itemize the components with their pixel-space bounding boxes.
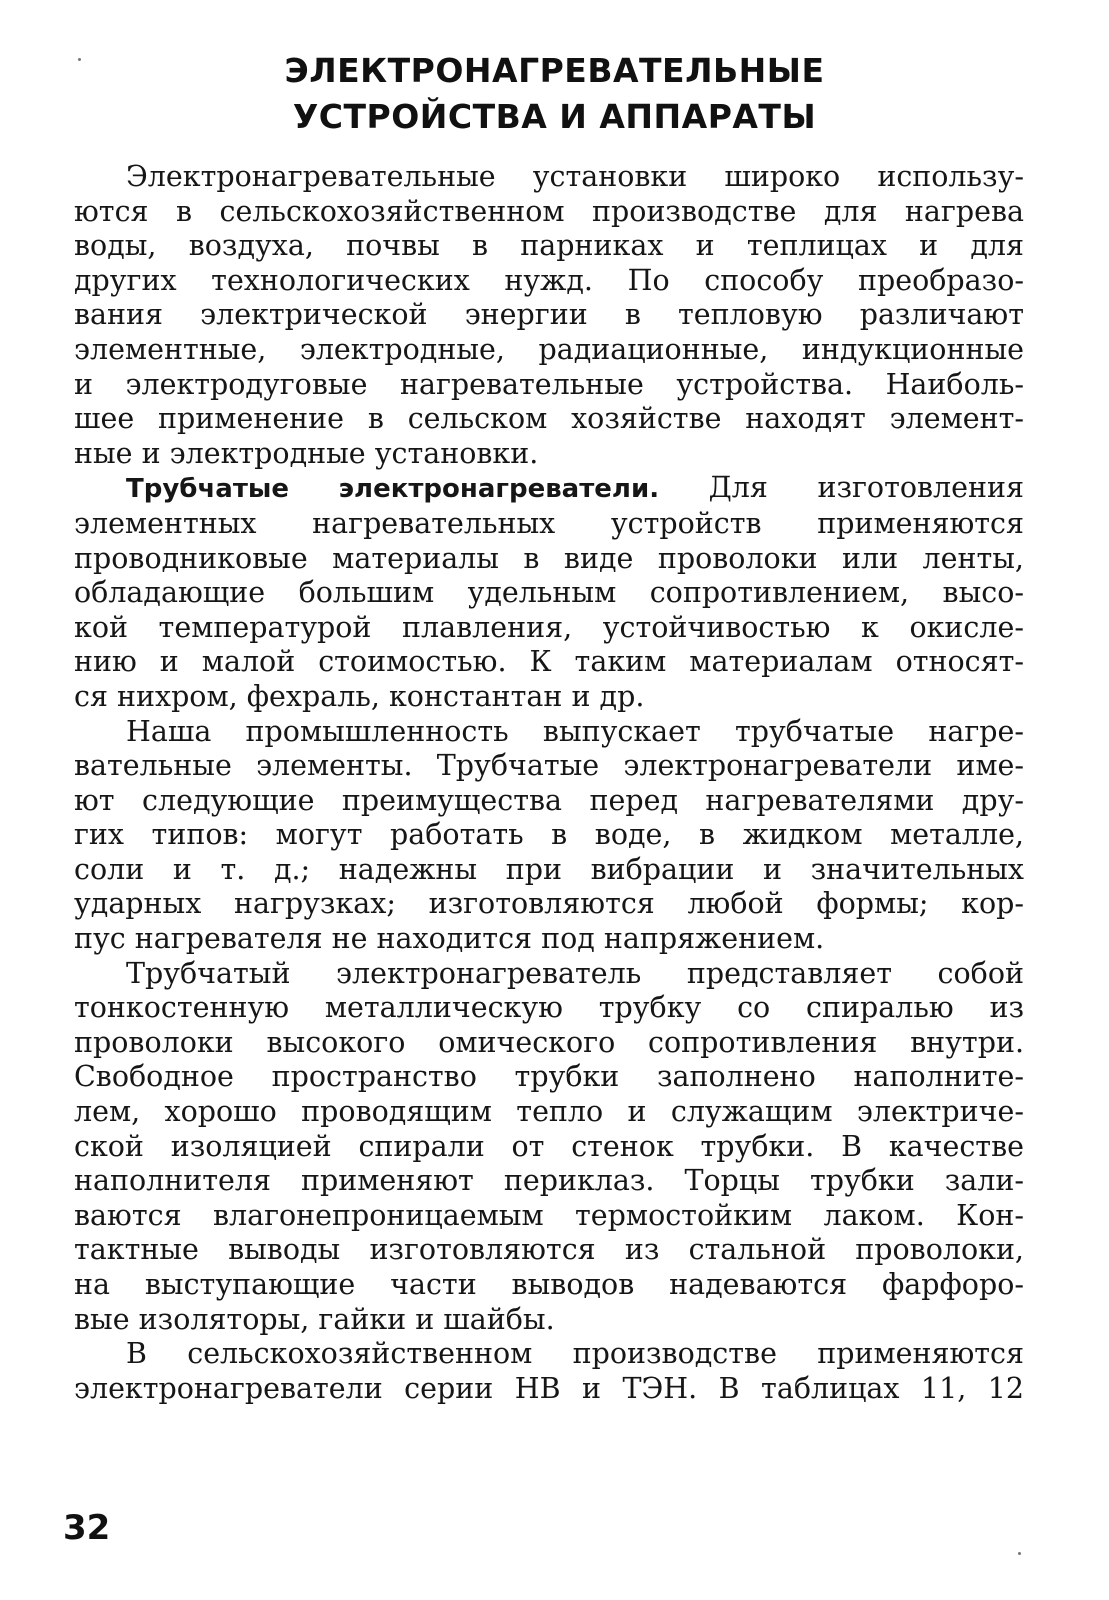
text-line: соли и т. д.; надежны при вибрации и значительных <box>74 852 1024 886</box>
text-line: ской изоляцией спирали от стенок трубки. В качестве <box>74 1129 1024 1163</box>
paragraph-1 <box>74 160 1024 471</box>
page-number: 32 <box>63 1508 111 1548</box>
paragraph-5 <box>74 1337 1024 1406</box>
text-line: других технологических нужд. По способу преобразо- <box>74 263 1024 297</box>
paragraph-heading: Трубчатые электронагреватели. <box>126 474 660 505</box>
text-line: шее применение в сельском хозяйстве находят элемент- <box>74 402 1024 436</box>
text-line: электронагреватели серии НВ и ТЭН. В таблицах 11, 12 <box>74 1371 1024 1405</box>
text-line: В сельскохозяйственном производстве применяются <box>126 1337 1024 1371</box>
text-line: Свободное пространство трубки заполнено наполните- <box>74 1060 1024 1094</box>
paragraph-2 <box>74 471 1024 714</box>
chapter-title <box>0 48 1109 140</box>
text-line: элементные, электродные, радиационные, индукционные <box>74 332 1024 366</box>
text-line: тонкостенную металлическую трубку со спиралью из <box>74 991 1024 1025</box>
text-line: воды, воздуха, почвы в парниках и теплицах и для <box>74 229 1024 263</box>
body-text <box>74 160 1024 1406</box>
text-line: пус нагревателя не находится под напряжением. <box>74 922 825 956</box>
text-line: наполнителя применяют периклаз. Торцы трубки зали- <box>74 1164 1024 1198</box>
scan-speck <box>1018 1552 1021 1555</box>
text-line: элементных нагревательных устройств применяются <box>74 506 1024 540</box>
text-line: нию и малой стоимостью. К таким материалам относят- <box>74 645 1024 679</box>
text-fragment: Для изготовления <box>659 471 1024 505</box>
chapter-title-line-1: ЭЛЕКТРОНАГРЕВАТЕЛЬНЫЕ <box>284 51 825 90</box>
text-line: ются в сельскохозяйственном производстве для нагрева <box>74 194 1024 228</box>
text-line: обладающие большим удельным сопротивлением, высо- <box>74 576 1024 610</box>
text-line: Электронагревательные установки широко использу- <box>126 160 1024 193</box>
chapter-title-line-2: УСТРОЙСТВА И АППАРАТЫ <box>292 97 817 136</box>
text-line: проволоки высокого омического сопротивления внутри. <box>74 1025 1024 1059</box>
text-line: гих типов: могут работать в воде, в жидком металле, <box>74 818 1024 852</box>
text-line: Наша промышленность выпускает трубчатые нагре- <box>126 714 1024 748</box>
paragraph-4 <box>74 957 1024 1338</box>
text-line: на выступающие части выводов надеваются фарфоро- <box>74 1268 1024 1301</box>
text-line: и электродуговые нагревательные устройства. Наиболь- <box>74 367 1024 401</box>
text-line: кой температурой плавления, устойчивостью к окисле- <box>74 610 1024 644</box>
text-line: вательные элементы. Трубчатые электронагреватели име- <box>74 749 1024 783</box>
text-line: проводниковые материалы в виде проволоки или ленты, <box>74 541 1024 575</box>
text-line: ударных нагрузках; изготовляются любой формы; кор- <box>74 887 1024 921</box>
paragraph-3 <box>74 715 1024 957</box>
text-line: Трубчатый электронагреватель представляет собой <box>126 956 1024 990</box>
text-line: ся нихром, фехраль, константан и др. <box>74 679 645 713</box>
text-line: ют следующие преимущества перед нагревателями дру- <box>74 783 1024 817</box>
text-line: вания электрической энергии в тепловую различают <box>74 298 1024 332</box>
text-line: вые изоляторы, гайки и шайбы. <box>74 1302 555 1336</box>
text-line-with-lead <box>74 471 1024 507</box>
text-line: тактные выводы изготовляются из стальной проволоки, <box>74 1233 1024 1267</box>
text-line: ваются влагонепроницаемым термостойким лаком. Кон- <box>74 1198 1024 1232</box>
text-line: лем, хорошо проводящим тепло и служащим электриче- <box>74 1095 1024 1129</box>
text-line: ные и электродные установки. <box>74 436 539 470</box>
